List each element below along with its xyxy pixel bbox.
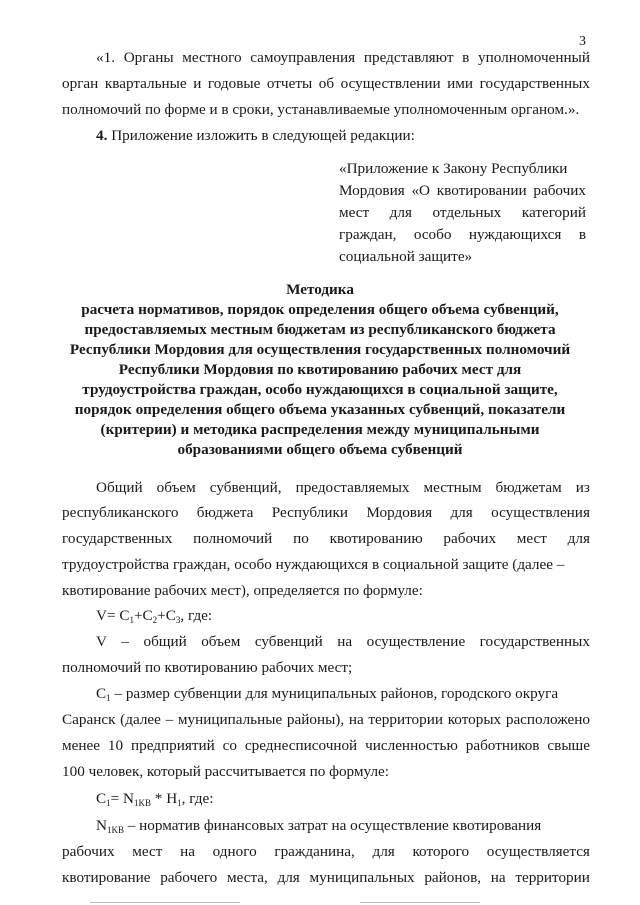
word: для <box>277 869 300 886</box>
word: об <box>318 75 335 92</box>
word: муниципальных <box>309 869 415 886</box>
word: трудоустройства граждан, особо нуждающихся в социальной защите (далее – <box>62 556 565 573</box>
definition-text: – размер субвенции для муниципальных районов, городского округа <box>110 685 559 702</box>
word: в <box>578 226 586 243</box>
word: территории <box>368 711 443 728</box>
word: квотированию <box>329 530 423 547</box>
text-line <box>62 712 590 727</box>
word: – <box>121 633 130 650</box>
word: по <box>293 530 309 547</box>
formula-sub: 1 <box>106 798 111 808</box>
word: среднесписочной <box>244 737 358 754</box>
word: менее <box>62 737 100 754</box>
text-line <box>96 634 590 649</box>
word: рабочих <box>533 182 586 199</box>
word: свыше <box>547 737 590 754</box>
point-4 <box>96 128 415 143</box>
page-number: 3 <box>579 34 586 49</box>
word: муниципальные <box>177 711 283 728</box>
word: местным <box>423 479 482 496</box>
word: рабочих <box>443 530 497 547</box>
word: для <box>389 204 412 221</box>
symbol-sub: 1 <box>106 693 111 703</box>
word: 10 <box>107 737 124 754</box>
methodology-subtitle-line: расчета нормативов, порядок определения общего объема субвенций, <box>81 301 559 318</box>
word: нуждающихся <box>468 226 562 243</box>
symbol: C <box>96 685 107 702</box>
word: квотировании <box>436 182 527 199</box>
text-line <box>339 227 586 242</box>
text-line <box>62 660 352 675</box>
word: Общий <box>96 479 143 496</box>
text-line <box>96 818 541 835</box>
word: в <box>462 49 470 66</box>
formula-sub: 1KB <box>133 798 151 808</box>
text-line <box>62 764 389 779</box>
word: для <box>450 504 473 521</box>
word: республиканского <box>62 504 179 521</box>
text-line <box>339 249 472 264</box>
word: предоставляемых <box>295 479 410 496</box>
formula-total <box>96 608 212 625</box>
word: для <box>567 530 590 547</box>
word: мест <box>339 204 370 221</box>
word: Мордовия <box>366 504 433 521</box>
word: осуществлении <box>340 75 441 92</box>
text-line <box>96 50 590 65</box>
word: бюджетам <box>495 479 562 496</box>
scan-edge-mark <box>360 902 480 903</box>
word: Мордовия <box>339 182 405 199</box>
text-line <box>339 183 586 198</box>
word: мест <box>516 530 547 547</box>
word: уполномоченный <box>478 49 590 66</box>
methodology-subtitle-line: образованиями общего объема субвенций <box>177 441 463 458</box>
word: Органы <box>123 49 174 66</box>
word: государственных <box>479 633 590 650</box>
word: ими <box>447 75 474 92</box>
word: районы), <box>286 711 345 728</box>
word: представляют <box>363 49 454 66</box>
word: граждан, <box>339 226 397 243</box>
word: расположено <box>505 711 590 728</box>
word: Республики <box>271 504 348 521</box>
word: на <box>348 711 364 728</box>
word: из <box>575 479 590 496</box>
word: осуществление <box>366 633 466 650</box>
word: полномочий по форме и в сроки, устанавливаемые уполномоченным органом.». <box>62 101 580 118</box>
word: самоуправления <box>250 49 356 66</box>
formula-text: , где: <box>180 607 213 624</box>
word: территории <box>515 869 590 886</box>
formula-sub: 1 <box>129 615 134 625</box>
word: полномочий по квотированию рабочих мест; <box>62 659 353 676</box>
text-line <box>62 531 590 546</box>
word: на <box>490 869 506 886</box>
point-number: 4. <box>96 127 108 144</box>
point-text: Приложение изложить в следующей редакции: <box>107 127 415 144</box>
word: работников <box>465 737 540 754</box>
word: объем <box>201 633 241 650</box>
formula-text: * H <box>151 790 178 807</box>
text-line <box>62 505 590 520</box>
word: предприятий <box>131 737 215 754</box>
word: и <box>193 75 202 92</box>
word: «Приложение к Закону Республики <box>339 160 568 177</box>
word: которых <box>447 711 502 728</box>
formula-text: , где: <box>181 790 214 807</box>
word: (далее <box>120 711 161 728</box>
text-line <box>339 161 567 176</box>
text-line <box>339 205 586 220</box>
word: мест <box>132 843 163 860</box>
word: на <box>337 633 353 650</box>
text-line <box>62 102 579 117</box>
word: местного <box>182 49 242 66</box>
formula-sub: 3 <box>175 615 181 625</box>
word: «1. <box>96 49 115 66</box>
definition-text: – норматив финансовых затрат на осуществление квотирования <box>123 817 542 834</box>
methodology-subtitle-line: порядок определения общего объема указанных субвенций, показатели <box>74 401 566 418</box>
word: годовые <box>207 75 261 92</box>
word: осуществления <box>491 504 590 521</box>
word: государственных <box>479 75 590 92</box>
word: категорий <box>521 204 586 221</box>
word: осуществляется <box>486 843 590 860</box>
word: отдельных <box>432 204 502 221</box>
methodology-subtitle-line: предоставляемых местным бюджетам из республиканского бюджета <box>84 321 556 338</box>
word: общий <box>143 633 187 650</box>
word: рабочего <box>160 869 218 886</box>
symbol-sub: 1KB <box>106 825 124 835</box>
word: со <box>222 737 237 754</box>
formula-sub: 1 <box>177 798 182 808</box>
formula-sub: 2 <box>152 615 158 625</box>
formula-text: V= C <box>96 607 130 624</box>
word: для <box>372 843 395 860</box>
word: Саранск <box>62 711 116 728</box>
methodology-subtitle-line: Республики Мордовия по квотированию рабочих мест для <box>118 361 522 378</box>
word: – <box>165 711 174 728</box>
word: квартальные <box>104 75 187 92</box>
word: районов, <box>424 869 482 886</box>
scan-edge-mark <box>90 902 240 903</box>
word: отчеты <box>266 75 313 92</box>
word: одного <box>212 843 257 860</box>
word: гражданина, <box>274 843 355 860</box>
symbol: N <box>96 817 107 834</box>
word: 100 человек, который рассчитывается по формуле: <box>62 763 389 780</box>
text-line <box>62 557 564 572</box>
word: объем <box>156 479 196 496</box>
word: орган <box>62 75 99 92</box>
word: квотирование рабочих мест), определяется по формуле: <box>62 582 423 599</box>
formula-c1 <box>96 791 213 808</box>
word: квотирование <box>62 869 151 886</box>
text-line <box>62 76 590 91</box>
word: «О <box>411 182 431 199</box>
formula-text: +C <box>133 607 153 624</box>
methodology-subtitle-line: трудоустройства граждан, особо нуждающихся в социальной защите, <box>82 381 558 398</box>
word: государственных <box>62 530 173 547</box>
word: субвенций <box>254 633 323 650</box>
word: особо <box>413 226 452 243</box>
methodology-subtitle-line: (критерии) и методика распределения между муниципальными <box>100 421 540 438</box>
text-line <box>62 844 590 859</box>
methodology-subtitle-line: Республики Мордовия для осуществления государственных полномочий <box>69 341 571 358</box>
word: субвенций, <box>209 479 282 496</box>
formula-text: = N <box>110 790 134 807</box>
word: рабочих <box>62 843 115 860</box>
text-line <box>62 583 423 598</box>
text-line <box>62 738 590 753</box>
methodology-title: Методика <box>286 281 354 298</box>
word: бюджета <box>196 504 254 521</box>
word: места, <box>226 869 268 886</box>
word: V <box>96 633 107 650</box>
text-line <box>96 480 590 495</box>
text-line <box>96 686 558 703</box>
word: социальной защите» <box>339 248 473 265</box>
word: численностью <box>365 737 458 754</box>
formula-text: C <box>96 790 107 807</box>
text-line <box>62 870 590 885</box>
word: полномочий <box>193 530 273 547</box>
word: которого <box>412 843 470 860</box>
formula-text: +C <box>157 607 176 624</box>
word: на <box>180 843 195 860</box>
